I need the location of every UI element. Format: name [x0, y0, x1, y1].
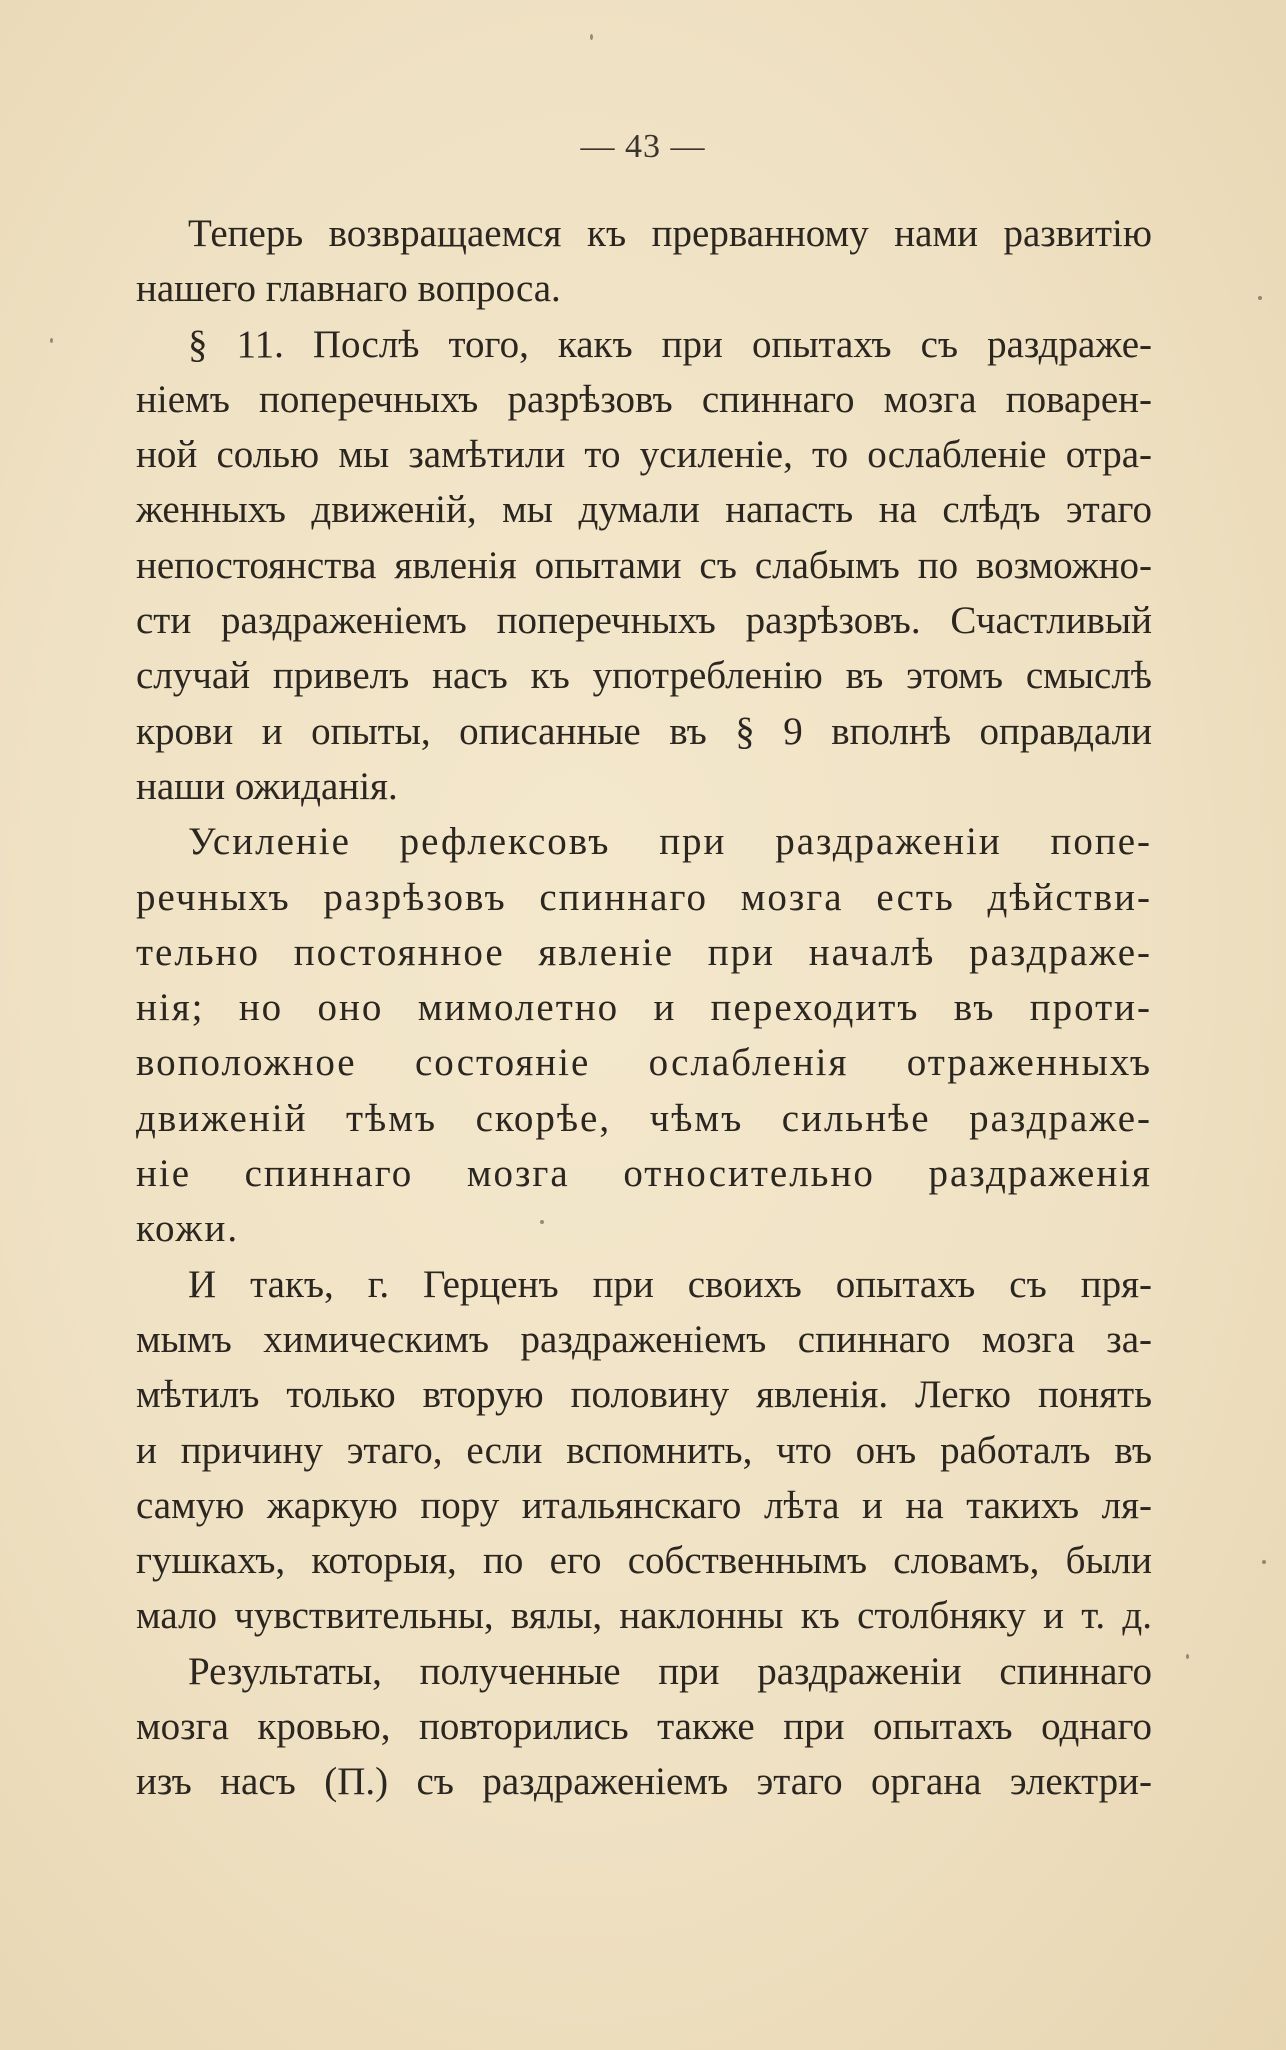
text-line: ной солью мы замѣтили то усиленіе, то ослабленіе отра- [136, 433, 1152, 477]
text-line: случай привелъ насъ къ употребленію въ этомъ смыслѣ [136, 654, 1152, 698]
paper-speck [1186, 1654, 1189, 1659]
text-line: сти раздраженіемъ поперечныхъ разрѣзовъ. Счастливый [136, 599, 1152, 643]
text-line: § 11. Послѣ того, какъ при опытахъ съ раздраже- [188, 322, 1152, 366]
text-line: изъ насъ (П.) съ раздраженіемъ этаго органа электри- [136, 1760, 1152, 1804]
text-line: самую жаркую пору итальянскаго лѣта и на такихъ ля- [136, 1483, 1152, 1527]
body-text [136, 206, 1152, 1810]
paper-speck [1262, 1560, 1266, 1564]
paper-speck [540, 1220, 544, 1224]
text-line: мымъ химическимъ раздраженіемъ спиннаго мозга за- [136, 1317, 1152, 1361]
paper-speck [1258, 296, 1262, 300]
text-line: движеній тѣмъ скорѣе, чѣмъ сильнѣе раздраже- [136, 1096, 1152, 1140]
text-line: ніемъ поперечныхъ разрѣзовъ спиннаго мозга поварен- [136, 377, 1152, 421]
text-line: мѣтилъ только вторую половину явленія. Легко понять [136, 1373, 1152, 1417]
text-line: Усиленіе рефлексовъ при раздраженіи попе- [188, 820, 1152, 864]
text-line: И такъ, г. Герценъ при своихъ опытахъ съ пря- [188, 1262, 1152, 1306]
paper-speck [590, 34, 593, 40]
text-line: непостоянства явленія опытами съ слабымъ по возможно- [136, 543, 1152, 587]
text-line: Теперь возвращаемся къ прерванному нами развитію [188, 212, 1152, 255]
text-line: крови и опыты, описанные въ § 9 вполнѣ оправдали [136, 709, 1152, 753]
text-line: ніе спиннаго мозга относительно раздраженія [136, 1152, 1152, 1196]
text-line: наши ожиданія. [136, 764, 398, 808]
text-line: Результаты, полученные при раздраженіи спиннаго [188, 1649, 1152, 1693]
text-line: нія; но оно мимолетно и переходитъ въ проти- [136, 986, 1152, 1030]
text-line: кожи. [136, 1207, 240, 1251]
text-line: мало чувствительны, вялы, наклонны къ столбняку и т. д. [136, 1594, 1152, 1638]
page-number: — 43 — [580, 128, 706, 165]
text-line: мозга кровью, повторились также при опытахъ однаго [136, 1705, 1152, 1749]
text-line: воположное состояніе ослабленія отраженныхъ [136, 1041, 1152, 1085]
text-line: нашего главнаго вопроса. [136, 267, 561, 311]
text-line: тельно постоянное явленіе при началѣ раздраже- [136, 930, 1152, 974]
text-line: и причину этаго, если вспомнить, что онъ работалъ въ [136, 1428, 1152, 1472]
text-line: речныхъ разрѣзовъ спиннаго мозга есть дѣйстви- [136, 875, 1152, 919]
text-line: гушкахъ, которыя, по его собственнымъ словамъ, были [136, 1539, 1152, 1583]
paper-speck [50, 338, 53, 343]
text-line: женныхъ движеній, мы думали напасть на слѣдъ этаго [136, 488, 1152, 532]
